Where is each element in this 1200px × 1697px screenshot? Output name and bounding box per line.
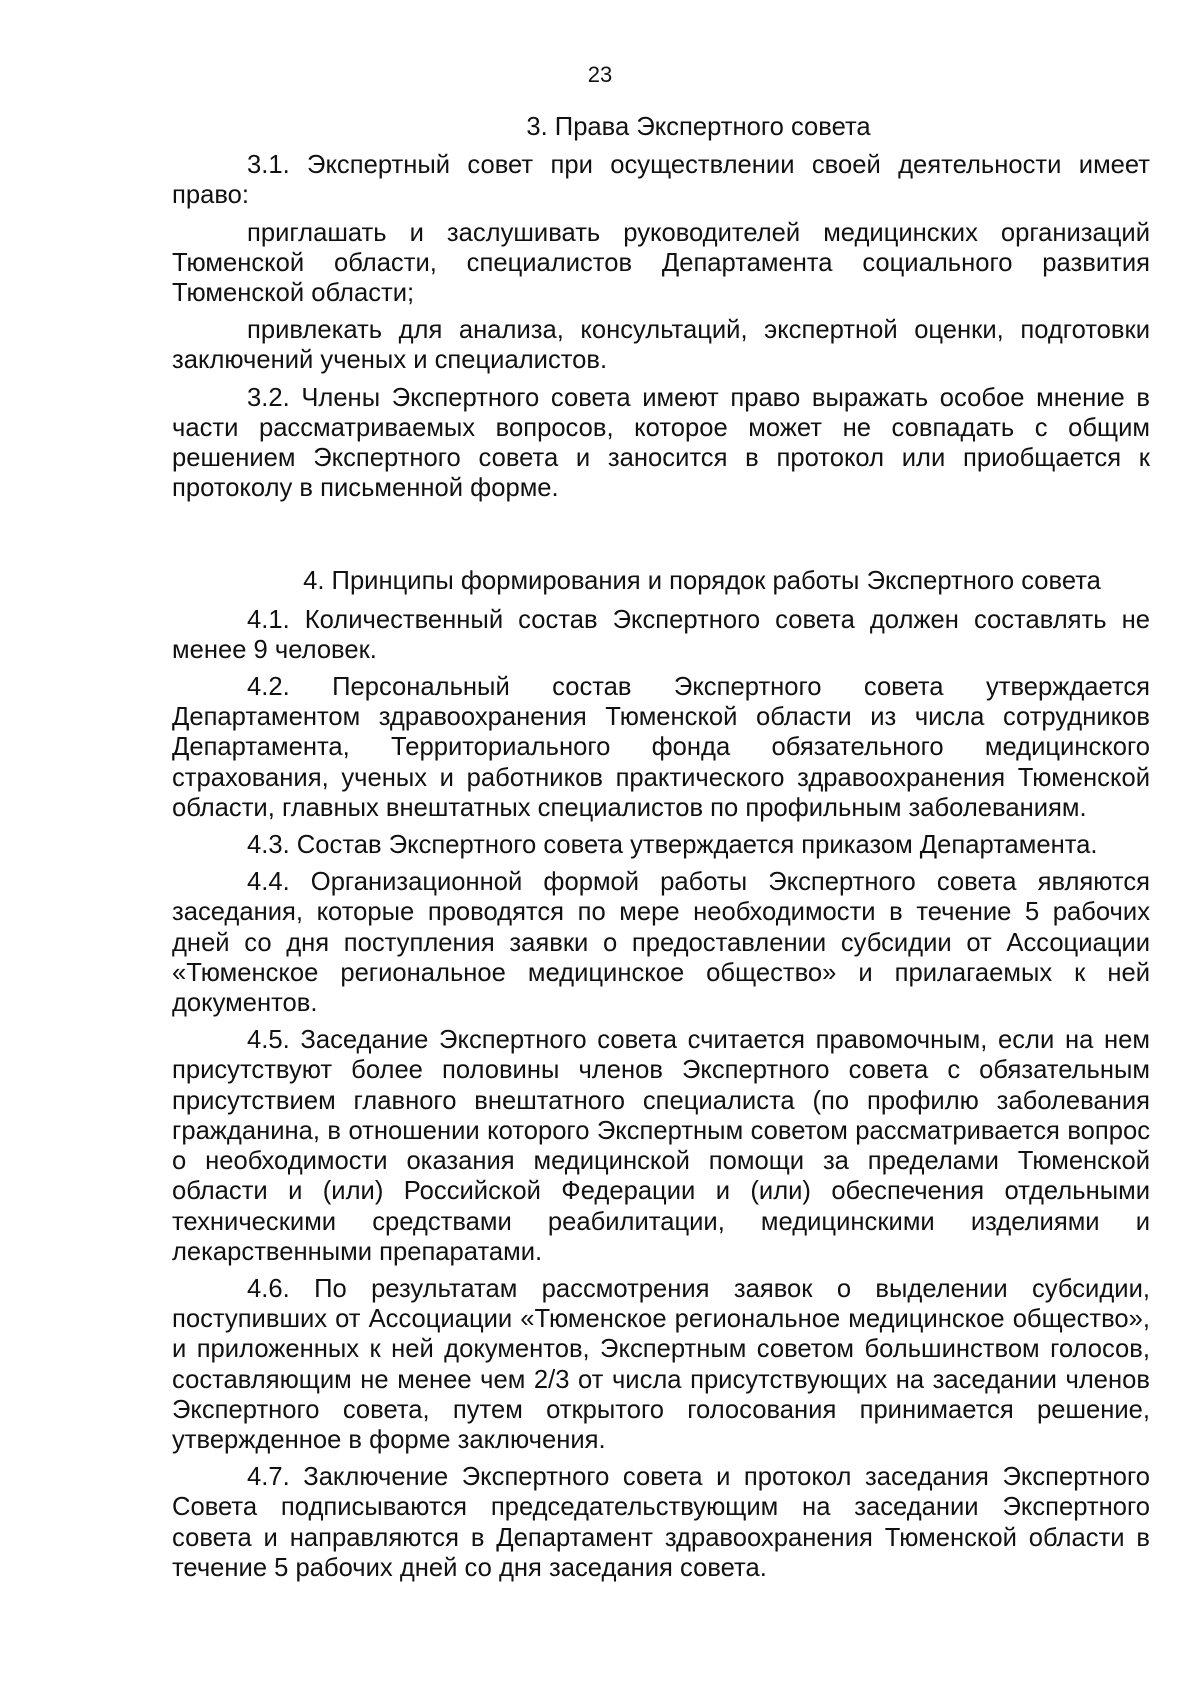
paragraph-4-3: 4.3. Состав Экспертного совета утверждается приказом Департамента. bbox=[247, 831, 1098, 860]
paragraph-3-1-invite: приглашать и заслушивать руководителей медицинских организаций Тюменской области, специалистов Департамента социального развития Тюменской области; bbox=[172, 218, 1150, 308]
paragraph-4-5: 4.5. Заседание Экспертного совета считается правомочным, если на нем присутствуют более половины членов Экспертного совета с обязательным присутствием главного внештатного специалиста (по профилю заболевания гражданина, в отношении которого Экспертным советом рассматривается вопрос о необходимости оказания медицинской помощи за пределами Тюменской области и (или) Российской Федерации и (или) обеспечения отдельными техническими средствами реабилитации, медицинскими изделиями и лекарственными препаратами. bbox=[172, 1026, 1150, 1266]
paragraph-4-7: 4.7. Заключение Экспертного совета и протокол заседания Экспертного Совета подписываются председательствующим на заседании Экспертного совета и направляются в Департамент здравоохранения Тюменской области в течение 5 рабочих дней со дня заседания совета. bbox=[172, 1463, 1150, 1582]
paragraph-4-1: 4.1. Количественный состав Экспертного совета должен составлять не менее 9 человек. bbox=[172, 605, 1150, 664]
paragraph-3-2: 3.2. Члены Экспертного совета имеют право выражать особое мнение в части рассматриваемых вопросов, которое может не совпадать с общим решением Экспертного совета и заносится в протокол или приобщается к протоколу в письменной форме. bbox=[172, 383, 1150, 503]
section-spacer bbox=[172, 510, 1150, 566]
section-4-heading: 4. Принципы формирования и порядок работы Экспертного совета bbox=[303, 567, 1101, 596]
page-number: 23 bbox=[587, 62, 613, 87]
paragraph-4-6: 4.6. По результатам рассмотрения заявок о выделении субсидии, поступивших от Ассоциации «Тюменское региональное медицинское общество», и приложенных к ней документов, Экспертным советом большинством голосов, составляющим не менее чем 2/3 от числа присутствующих на заседании членов Экспертного совета, путем открытого голосования принимается решение, утвержденное в форме заключения. bbox=[172, 1274, 1150, 1454]
paragraph-4-4: 4.4. Организационной формой работы Экспертного совета являются заседания, которые проводятся по мере необходимости в течение 5 рабочих дней со дня поступления заявки о предоставлении субсидии от Ассоциации «Тюменское региональное медицинское общество» и прилагаемых к ней документов. bbox=[172, 868, 1150, 1018]
section-3-heading: 3. Права Экспертного совета bbox=[526, 113, 871, 141]
paragraph-4-2: 4.2. Персональный состав Экспертного совета утверждается Департаментом здравоохранения Тюменской области из числа сотрудников Департамента, Территориального фонда обязательного медицинского страхования, ученых и работников практического здравоохранения Тюменской области, главных внештатных специалистов по профильным заболеваниям. bbox=[172, 673, 1150, 822]
document-body bbox=[172, 112, 1150, 1590]
paragraph-3-1-engage: привлекать для анализа, консультаций, экспертной оценки, подготовки заключений ученых и специалистов. bbox=[172, 316, 1150, 375]
paragraph-3-1: 3.1. Экспертный совет при осуществлении своей деятельности имеет право: bbox=[172, 151, 1150, 210]
